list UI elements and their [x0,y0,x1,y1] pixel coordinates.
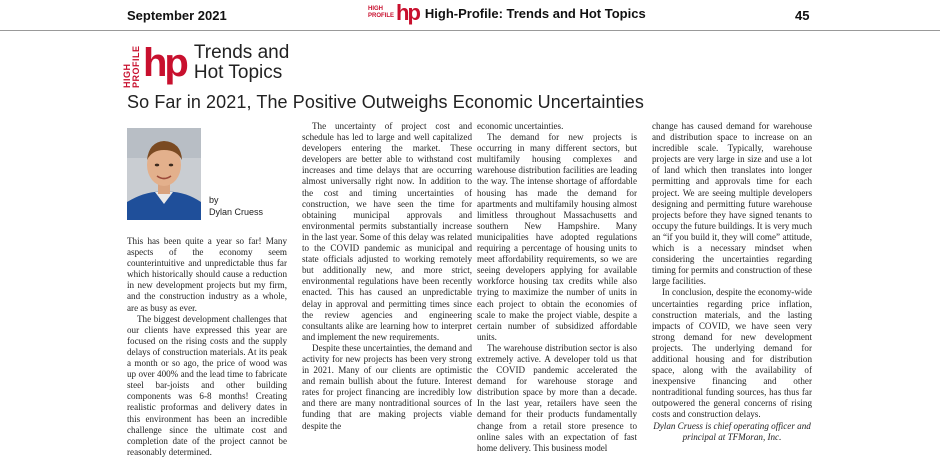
article-column-3 [477,121,637,454]
logo-words: Trends and Hot Topics [193,42,290,83]
paragraph: The demand for new projects is occurring in many different sectors, but multifamily housing complexes and warehouse distribution facilities are leading the way. The intense shortage of affordable housing has made the demand for apartments and multifamily housing almost limitless throughout Massachusetts and southern New Hampshire. Many municipalities have adopted regulations requiring a percentage of housing units to meet affordability requirements, so we are seeing developers applying for available workforce housing tax credits while also trying to maximize the number of units in each project to obtain the economies of scale to make the project viable, despite a certain number of subsidized affordable units. [477,132,637,342]
paragraph: change has caused demand for warehouse and distribution space to increase on an incredible scale. Typically, warehouse projects are very large in size and use a lot of land which then translates into longer permitting and approvals time for each project. We are seeing multiple developers designing and permitting future warehouse projects before they have signed tenants to occupy the future buildings. It is very much an “if you build it, they will come” attitude, which is a necessary mindset when considering the uncertainties regarding timing for permits and construction of these large facilities. [652,121,812,287]
paragraph: The biggest development challenges that our clients have expressed this year are focused on the rising costs and the supply delays of construction materials. At its peak a month or so ago, the price of wood was up over 400% and the lead time to fabricate steel bar-joists and other building components was 6-8 months! Creating realistic proformas and delivery dates in this environment has been an incredible challenge since the ultimate cost and completion date of the project cannot be reasonably determined. [127,313,287,457]
section-banner [368,2,646,24]
logo-mark: hp [143,41,186,85]
brand-logo-mark: hp [396,0,419,25]
logo-vertical-text: HIGH PROFILE [122,45,141,88]
author-bio: Dylan Cruess is chief operating officer and principal at TFMoran, Inc. [653,420,811,442]
article-column-2 [302,121,472,432]
running-header [0,0,940,31]
byline: by Dylan Cruess [209,195,264,217]
article-headline: So Far in 2021, The Positive Outweighs Economic Uncertainties [127,92,645,112]
page-number: 45 [795,8,810,23]
brand-vertical-text: HIGH PROFILE [368,6,395,19]
paragraph: The warehouse distribution sector is also extremely active. A developer told us that the COVID pandemic accelerated the demand for warehouse storage and distribution space by more than a decade. In the last year, retailers have seen the demand for their products fundamentally change from a retail store presence to online sales with an expectation of fast home delivery. This business model [477,342,637,453]
section-logo [123,38,289,88]
author-photo [127,128,201,220]
author-name: Dylan Cruess [209,207,264,217]
section-title: High-Profile: Trends and Hot Topics [424,5,646,21]
paragraph: economic uncertainties. [477,121,564,131]
issue-date: September 2021 [127,8,227,23]
paragraph: Despite these uncertainties, the demand and activity for new projects has been very strong in 2021. Many of our clients are optimistic and remain bullish about the future. Interest rates for project financing are incredibly low and there are many nontraditional sources of funding that are making projects viable despite the [302,342,472,431]
paragraph: This has been quite a year so far! Many aspects of the economy seem counterintuitive and unpredictable thus far which historically should cause a reduction in new development projects but my firm, and the construction industry as a whole, are as busy as ever. [127,236,287,313]
paragraph: In conclusion, despite the economy-wide uncertainties regarding price inflation, construction materials, and the lasting impacts of COVID, we have seen very strong demand for new development projects. The underlying demand for additional housing and for distribution space, along with the availability of inexpensive financing and other nontraditional funding sources, has thus far outpowered the general concerns of rising costs and construction delays. [652,287,812,420]
article-column-4 [652,121,812,443]
paragraph: The uncertainty of project cost and schedule has led to large and well capitalized developers entering the market. These developers are better able to withstand cost increases and time delays that are occurring almost universally right now. In addition to the cost and timing uncertainties of construction, we have seen the time for obtaining municipal approvals and environmental permits substantially increase in the last year. Some of this delay was related to the COVID pandemic as municipal and state officials adjusted to working remotely but additionally new, and more strict, environmental regulations have been recently enacted. This has caused an unpredictable delay in approval and permitting times since the review agencies and engineering consultants alike are learning how to interpret and implement the new requirements. [302,121,472,342]
article-column-1 [127,236,287,458]
